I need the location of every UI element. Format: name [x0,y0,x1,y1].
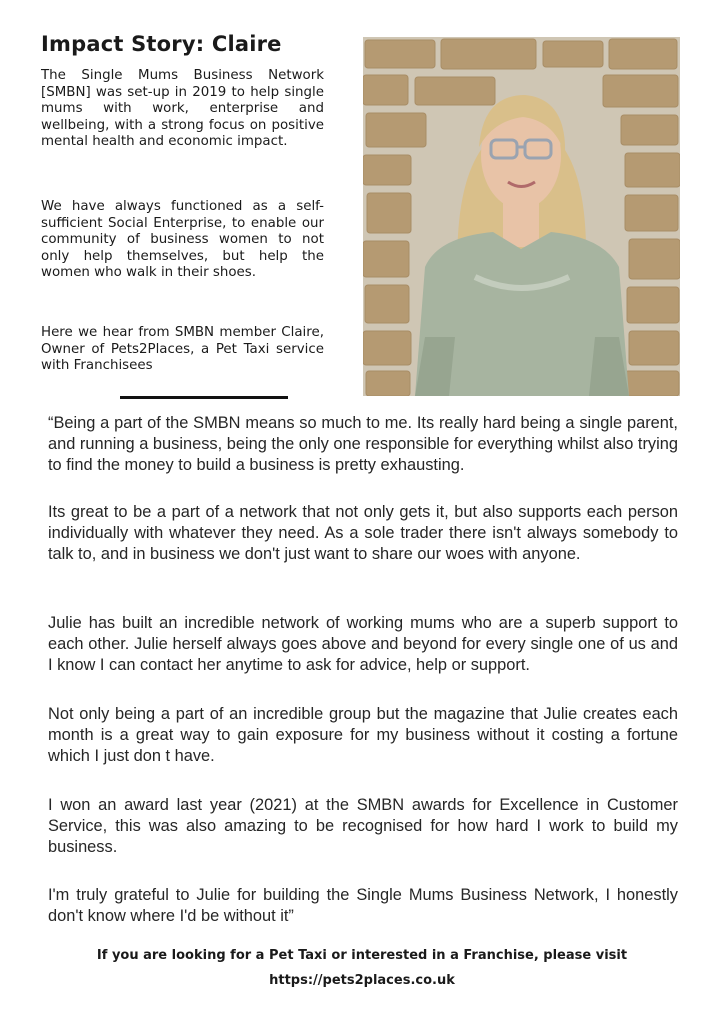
divider [120,396,288,399]
testimonial-paragraph: Not only being a part of an incredible group but the magazine that Julie creates each month is a great way to gain exposure for my business without it costing a fortune which I just don t have. [48,705,678,765]
website-link[interactable]: https://pets2places.co.uk [269,973,455,988]
testimonial-paragraph: “Being a part of the SMBN means so much to me. Its really hard being a single parent, and running a business, being the only one responsible for everything whilst also trying to find the money to build a business is pretty exhausting. [48,414,678,474]
intro-paragraph: The Single Mums Business Network [SMBN] was set-up in 2019 to help single mums with work, enterprise and wellbeing, with a strong focus on positive mental health and economic impact. [41,68,324,150]
testimonial-paragraph: I'm truly grateful to Julie for building the Single Mums Business Network, I honestly don't know where I'd be without it” [48,886,678,925]
portrait-photo [363,37,680,396]
testimonial-paragraph: Its great to be a part of a network that not only gets it, but also supports each person individually with whatever they need. As a sole trader there isn't always somebody to talk to, and in business we don't just want to share our woes with anyone. [48,503,678,563]
testimonial-paragraph: Julie has built an incredible network of working mums who are a superb support to each other. Julie herself always goes above and beyond for every single one of us and I know I can contact her anytime to ask for advice, help or support. [48,614,678,674]
intro-paragraph: We have always functioned as a self-sufficient Social Enterprise, to enable our community of business women to not only help themselves, but help the women who walk in their shoes. [41,199,324,281]
page-title: Impact Story: Claire [41,32,282,56]
testimonial-paragraph: I won an award last year (2021) at the SMBN awards for Excellence in Customer Service, this was also amazing to be recognised for how hard I work to build my business. [48,796,678,856]
call-to-action: If you are looking for a Pet Taxi or interested in a Franchise, please visit [96,948,628,963]
intro-member-note: Here we hear from SMBN member Claire, Owner of Pets2Places, a Pet Taxi service with Franchisees [41,325,324,374]
